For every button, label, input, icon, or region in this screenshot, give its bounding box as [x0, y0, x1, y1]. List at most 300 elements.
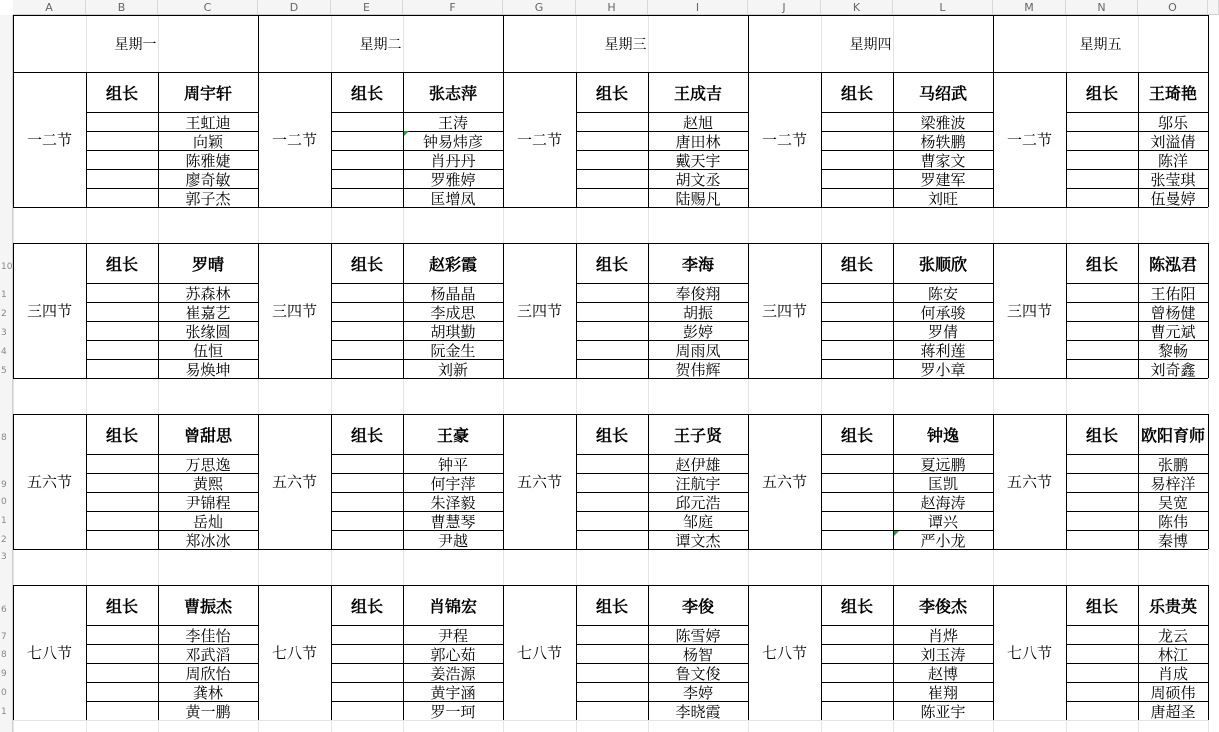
member-name[interactable]: 刘奇鑫	[1150, 360, 1196, 378]
empty-cell[interactable]	[332, 474, 402, 492]
empty-cell[interactable]	[1067, 322, 1137, 340]
empty-cell[interactable]	[577, 455, 647, 473]
leader-name: 赵彩霞	[428, 254, 477, 274]
empty-cell[interactable]	[87, 303, 157, 321]
empty-cell[interactable]	[1067, 512, 1137, 530]
empty-cell[interactable]	[87, 113, 157, 131]
empty-cell[interactable]	[1067, 189, 1137, 207]
empty-cell[interactable]	[87, 664, 157, 682]
empty-cell[interactable]	[332, 493, 402, 511]
row-number[interactable]: 1	[1, 290, 7, 300]
empty-cell[interactable]	[1067, 113, 1137, 131]
border-line	[1208, 72, 1209, 207]
member-name[interactable]: 伍曼婷	[1150, 189, 1196, 207]
member-name[interactable]: 李婷	[682, 683, 713, 701]
member-name[interactable]: 尹越	[437, 531, 468, 549]
empty-cell[interactable]	[822, 455, 892, 473]
member-name[interactable]: 张鹏	[1157, 455, 1188, 473]
empty-cell[interactable]	[822, 512, 892, 530]
column-header-overflow	[1208, 0, 1219, 15]
empty-cell[interactable]	[822, 474, 892, 492]
period-label: 五六节	[1006, 473, 1052, 491]
empty-cell[interactable]	[332, 531, 402, 549]
member-name[interactable]: 万思逸	[185, 455, 231, 473]
row-number[interactable]: 8	[1, 433, 7, 443]
empty-cell[interactable]	[87, 360, 157, 378]
member-name[interactable]: 廖奇敏	[185, 170, 231, 188]
empty-cell[interactable]	[577, 645, 647, 663]
period-label: 三四节	[1006, 302, 1052, 320]
empty-cell[interactable]	[822, 645, 892, 663]
member-name[interactable]: 曹慧琴	[430, 512, 476, 530]
column-header-n[interactable]: N	[1066, 0, 1138, 15]
row-number[interactable]: 4	[1, 347, 7, 357]
empty-cell[interactable]	[332, 512, 402, 530]
empty-cell[interactable]	[1067, 683, 1137, 701]
member-name[interactable]: 刘新	[437, 360, 468, 378]
member-name[interactable]: 张莹琪	[1150, 170, 1196, 188]
empty-cell[interactable]	[577, 664, 647, 682]
row-number[interactable]: 7	[1, 632, 7, 642]
column-header-b[interactable]: B	[86, 0, 158, 15]
leader-name: 曾甜思	[183, 425, 232, 445]
member-name[interactable]: 姜浩源	[430, 664, 476, 682]
member-name[interactable]: 李佳怡	[185, 626, 231, 644]
period-label: 七八节	[516, 644, 562, 662]
member-name[interactable]: 赵海涛	[920, 493, 966, 511]
period-label: 五六节	[26, 473, 72, 491]
member-name[interactable]: 刘旺	[927, 189, 958, 207]
empty-cell[interactable]	[577, 702, 647, 720]
empty-cell[interactable]	[822, 341, 892, 359]
member-name[interactable]: 崔嘉艺	[185, 303, 231, 321]
member-name[interactable]: 罗小章	[920, 360, 966, 378]
leader-name: 钟逸	[926, 425, 959, 445]
empty-cell[interactable]	[1067, 626, 1137, 644]
column-header-h[interactable]: H	[576, 0, 648, 15]
comment-marker-icon[interactable]	[894, 531, 899, 536]
border-line	[1208, 243, 1209, 378]
leader-name: 周宇轩	[183, 83, 232, 103]
member-name[interactable]: 奉俊翔	[675, 284, 721, 302]
leader-name: 王琦艳	[1148, 83, 1197, 103]
empty-cell[interactable]	[87, 626, 157, 644]
empty-cell[interactable]	[577, 626, 647, 644]
empty-cell[interactable]	[1067, 132, 1137, 150]
empty-cell[interactable]	[332, 702, 402, 720]
empty-cell[interactable]	[87, 531, 157, 549]
empty-cell[interactable]	[577, 189, 647, 207]
leader-name: 曹振杰	[183, 596, 232, 616]
column-header-o[interactable]: O	[1138, 0, 1208, 15]
leader-name: 王豪	[436, 425, 469, 445]
leader-name: 王子贤	[673, 425, 722, 445]
member-name[interactable]: 邓武滔	[185, 645, 231, 663]
empty-cell[interactable]	[577, 360, 647, 378]
member-name[interactable]: 曹元斌	[1150, 322, 1196, 340]
row-number[interactable]: 5	[1, 366, 7, 376]
member-name[interactable]: 何承骏	[920, 303, 966, 321]
member-name[interactable]: 郭心茹	[430, 645, 476, 663]
empty-cell[interactable]	[87, 683, 157, 701]
day-header: 星期一	[114, 36, 157, 53]
border-line	[503, 15, 504, 72]
member-name[interactable]: 胡琪勤	[430, 322, 476, 340]
empty-cell[interactable]	[577, 151, 647, 169]
empty-cell[interactable]	[1067, 284, 1137, 302]
member-name[interactable]: 曹家文	[920, 151, 966, 169]
period-label: 七八节	[271, 644, 317, 662]
member-name[interactable]: 林江	[1157, 645, 1188, 663]
row-number[interactable]: 10	[1, 262, 13, 272]
empty-cell[interactable]	[1067, 455, 1137, 473]
member-name[interactable]: 杨晶晶	[430, 284, 476, 302]
period-label: 一二节	[1006, 131, 1052, 149]
empty-cell[interactable]	[577, 132, 647, 150]
member-name[interactable]: 陈雅婕	[185, 151, 231, 169]
member-name[interactable]: 王涛	[437, 113, 468, 131]
empty-cell[interactable]	[822, 303, 892, 321]
leader-role-label: 组长	[1085, 596, 1118, 616]
empty-cell[interactable]	[577, 303, 647, 321]
leader-name: 张志萍	[428, 83, 477, 103]
empty-cell[interactable]	[332, 284, 402, 302]
member-name[interactable]: 龙云	[1157, 626, 1188, 644]
member-name[interactable]: 严小龙	[920, 531, 966, 549]
leader-role-label: 组长	[350, 425, 383, 445]
leader-name: 张顺欣	[918, 254, 967, 274]
member-name[interactable]: 向颖	[192, 132, 223, 150]
empty-cell[interactable]	[87, 151, 157, 169]
member-name[interactable]: 谭兴	[927, 512, 958, 530]
empty-cell[interactable]	[87, 474, 157, 492]
empty-cell[interactable]	[1067, 151, 1137, 169]
member-name[interactable]: 陈安	[927, 284, 958, 302]
border-line	[993, 15, 994, 72]
leader-role-label: 组长	[105, 425, 138, 445]
empty-cell[interactable]	[1067, 702, 1137, 720]
member-name[interactable]: 黎畅	[1157, 341, 1188, 359]
member-name[interactable]: 胡振	[682, 303, 713, 321]
empty-cell[interactable]	[822, 493, 892, 511]
empty-cell[interactable]	[87, 322, 157, 340]
empty-cell[interactable]	[1067, 341, 1137, 359]
border-line	[13, 207, 1208, 208]
column-header-k[interactable]: K	[821, 0, 893, 15]
member-name[interactable]: 赵旭	[682, 113, 713, 131]
member-name[interactable]: 肖丹丹	[430, 151, 476, 169]
empty-cell[interactable]	[87, 455, 157, 473]
row-number[interactable]: 2	[1, 309, 7, 319]
leader-role-label: 组长	[595, 596, 628, 616]
border-line	[1208, 585, 1209, 720]
member-name[interactable]: 何宇萍	[430, 474, 476, 492]
empty-cell[interactable]	[332, 151, 402, 169]
member-name[interactable]: 黄一鹏	[185, 702, 231, 720]
comment-marker-icon[interactable]	[404, 131, 409, 136]
member-name[interactable]: 周硕伟	[1150, 683, 1196, 701]
member-name[interactable]: 贺伟辉	[675, 360, 721, 378]
column-header-j[interactable]: J	[748, 0, 821, 15]
empty-cell[interactable]	[332, 455, 402, 473]
empty-cell[interactable]	[822, 683, 892, 701]
empty-cell[interactable]	[822, 189, 892, 207]
empty-cell[interactable]	[332, 189, 402, 207]
empty-cell[interactable]	[332, 341, 402, 359]
empty-cell[interactable]	[332, 113, 402, 131]
member-name[interactable]: 李晓霞	[675, 702, 721, 720]
member-name[interactable]: 唐田林	[675, 132, 721, 150]
empty-cell[interactable]	[87, 341, 157, 359]
empty-cell[interactable]	[87, 512, 157, 530]
member-name[interactable]: 戴天宇	[675, 151, 721, 169]
member-name[interactable]: 黄熙	[192, 474, 223, 492]
row-number[interactable]: 9	[1, 480, 7, 490]
member-name[interactable]: 邬乐	[1157, 113, 1188, 131]
empty-cell[interactable]	[577, 512, 647, 530]
leader-name: 罗晴	[191, 254, 224, 274]
member-name[interactable]: 吴宽	[1157, 493, 1188, 511]
member-name[interactable]: 黄宇涵	[430, 683, 476, 701]
period-label: 一二节	[271, 131, 317, 149]
member-name[interactable]: 尹锦程	[185, 493, 231, 511]
empty-cell[interactable]	[822, 284, 892, 302]
member-name[interactable]: 苏森林	[185, 284, 231, 302]
row-number[interactable]: 0	[1, 688, 7, 698]
member-name[interactable]: 胡文丞	[675, 170, 721, 188]
leader-role-label: 组长	[105, 83, 138, 103]
member-name[interactable]: 邹庭	[682, 512, 713, 530]
period-label: 五六节	[271, 473, 317, 491]
border-line	[748, 15, 749, 72]
empty-cell[interactable]	[822, 531, 892, 549]
member-name[interactable]: 周欣怡	[185, 664, 231, 682]
leader-name: 李俊	[681, 596, 714, 616]
period-label: 七八节	[761, 644, 807, 662]
empty-cell[interactable]	[577, 170, 647, 188]
empty-cell[interactable]	[577, 113, 647, 131]
member-name[interactable]: 肖成	[1157, 664, 1188, 682]
member-name[interactable]: 梁雅波	[920, 113, 966, 131]
empty-cell[interactable]	[822, 132, 892, 150]
member-name[interactable]: 郭子杰	[185, 189, 231, 207]
border-line	[258, 15, 259, 72]
empty-cell[interactable]	[332, 360, 402, 378]
member-name[interactable]: 秦博	[1157, 531, 1188, 549]
empty-cell[interactable]	[822, 702, 892, 720]
member-name[interactable]: 伍恒	[192, 341, 223, 359]
row-number[interactable]: 3	[1, 328, 7, 338]
row-number-gutter	[0, 15, 13, 732]
day-header: 星期三	[604, 36, 647, 53]
member-name[interactable]: 陈雪婷	[675, 626, 721, 644]
period-label: 三四节	[271, 302, 317, 320]
member-name[interactable]: 钟平	[437, 455, 468, 473]
period-label: 三四节	[761, 302, 807, 320]
member-name[interactable]: 邱元浩	[675, 493, 721, 511]
empty-cell[interactable]	[577, 474, 647, 492]
empty-cell[interactable]	[87, 702, 157, 720]
leader-role-label: 组长	[840, 254, 873, 274]
empty-cell[interactable]	[87, 189, 157, 207]
column-header-f[interactable]: F	[403, 0, 503, 15]
border-line	[13, 15, 14, 72]
period-label: 七八节	[26, 644, 72, 662]
empty-cell[interactable]	[1067, 664, 1137, 682]
row-number[interactable]: 1	[1, 707, 7, 717]
empty-cell[interactable]	[1067, 531, 1137, 549]
member-name[interactable]: 周雨凤	[675, 341, 721, 359]
member-name[interactable]: 王佑阳	[1150, 284, 1196, 302]
member-name[interactable]: 罗一珂	[430, 702, 476, 720]
empty-cell[interactable]	[1067, 303, 1137, 321]
member-name[interactable]: 郑冰冰	[185, 531, 231, 549]
leader-name: 欧阳育师	[1140, 425, 1205, 445]
period-label: 一二节	[26, 131, 72, 149]
member-name[interactable]: 赵伊雄	[675, 455, 721, 473]
column-header-g[interactable]: G	[503, 0, 576, 15]
leader-name: 李海	[681, 254, 714, 274]
member-name[interactable]: 鲁文俊	[675, 664, 721, 682]
empty-cell[interactable]	[577, 493, 647, 511]
border-line	[13, 378, 1208, 379]
member-name[interactable]: 钟易炜彦	[422, 132, 483, 150]
empty-cell[interactable]	[577, 341, 647, 359]
empty-cell[interactable]	[577, 322, 647, 340]
empty-cell[interactable]	[332, 322, 402, 340]
member-name[interactable]: 赵博	[927, 664, 958, 682]
row-number[interactable]: 0	[1, 497, 7, 507]
empty-cell[interactable]	[822, 322, 892, 340]
empty-cell[interactable]	[1067, 474, 1137, 492]
leader-name: 陈泓君	[1148, 254, 1197, 274]
member-name[interactable]: 朱泽毅	[430, 493, 476, 511]
empty-cell[interactable]	[577, 284, 647, 302]
member-name[interactable]: 杨智	[682, 645, 713, 663]
leader-name: 马绍武	[918, 83, 967, 103]
empty-cell[interactable]	[87, 284, 157, 302]
member-name[interactable]: 李成思	[430, 303, 476, 321]
leader-role-label: 组长	[105, 596, 138, 616]
empty-cell[interactable]	[332, 170, 402, 188]
member-name[interactable]: 罗雅婷	[430, 170, 476, 188]
border-line	[1208, 15, 1209, 72]
empty-cell[interactable]	[822, 626, 892, 644]
empty-cell[interactable]	[1067, 170, 1137, 188]
column-header-i[interactable]: I	[648, 0, 748, 15]
member-name[interactable]: 岳灿	[192, 512, 223, 530]
row-number[interactable]: 2	[1, 535, 7, 545]
member-name[interactable]: 彭婷	[682, 322, 713, 340]
member-name[interactable]: 崔翔	[927, 683, 958, 701]
empty-cell[interactable]	[87, 645, 157, 663]
column-header-d[interactable]: D	[258, 0, 331, 15]
row-number[interactable]: 9	[1, 669, 7, 679]
member-name[interactable]: 肖烨	[927, 626, 958, 644]
leader-role-label: 组长	[350, 83, 383, 103]
leader-role-label: 组长	[350, 596, 383, 616]
member-name[interactable]: 汪航宇	[675, 474, 721, 492]
member-name[interactable]: 易焕坤	[185, 360, 231, 378]
member-name[interactable]: 匡凯	[927, 474, 958, 492]
column-header-c[interactable]: C	[158, 0, 258, 15]
member-name[interactable]: 罗倩	[927, 322, 958, 340]
empty-cell[interactable]	[1067, 645, 1137, 663]
empty-cell[interactable]	[1067, 360, 1137, 378]
member-name[interactable]: 罗建军	[920, 170, 966, 188]
leader-role-label: 组长	[840, 425, 873, 445]
day-header: 星期二	[359, 36, 402, 53]
empty-cell[interactable]	[332, 664, 402, 682]
empty-cell[interactable]	[332, 683, 402, 701]
empty-cell[interactable]	[332, 303, 402, 321]
member-name[interactable]: 易梓洋	[1150, 474, 1196, 492]
member-name[interactable]: 曾杨健	[1150, 303, 1196, 321]
border-line	[13, 549, 1208, 550]
member-name[interactable]: 唐超圣	[1150, 702, 1196, 720]
empty-cell[interactable]	[332, 132, 402, 150]
empty-cell[interactable]	[332, 626, 402, 644]
empty-cell[interactable]	[87, 132, 157, 150]
member-name[interactable]: 陈洋	[1157, 151, 1188, 169]
day-header: 星期四	[849, 36, 892, 53]
period-label: 三四节	[26, 302, 72, 320]
member-name[interactable]: 夏远鹏	[920, 455, 966, 473]
empty-cell[interactable]	[87, 493, 157, 511]
empty-cell[interactable]	[87, 170, 157, 188]
empty-cell[interactable]	[822, 664, 892, 682]
column-header-a[interactable]: A	[13, 0, 86, 15]
row-number[interactable]: 1	[1, 516, 7, 526]
member-name[interactable]: 刘溢倩	[1150, 132, 1196, 150]
empty-cell[interactable]	[1067, 493, 1137, 511]
column-header-l[interactable]: L	[893, 0, 993, 15]
member-name[interactable]: 龚林	[192, 683, 223, 701]
empty-cell[interactable]	[577, 531, 647, 549]
member-name[interactable]: 陈亚宇	[920, 702, 966, 720]
member-name[interactable]: 张缘圆	[185, 322, 231, 340]
empty-cell[interactable]	[577, 683, 647, 701]
column-header-e[interactable]: E	[331, 0, 403, 15]
period-label: 一二节	[761, 131, 807, 149]
empty-cell[interactable]	[822, 360, 892, 378]
member-name[interactable]: 蒋利莲	[920, 341, 966, 359]
row-number[interactable]: 8	[1, 650, 7, 660]
empty-cell[interactable]	[332, 645, 402, 663]
member-name[interactable]: 阮金生	[430, 341, 476, 359]
member-name[interactable]: 陈伟	[1157, 512, 1188, 530]
member-name[interactable]: 匡增凤	[430, 189, 476, 207]
leader-role-label: 组长	[595, 83, 628, 103]
period-label: 一二节	[516, 131, 562, 149]
empty-cell[interactable]	[822, 151, 892, 169]
leader-role-label: 组长	[595, 254, 628, 274]
leader-role-label: 组长	[595, 425, 628, 445]
leader-role-label: 组长	[1085, 83, 1118, 103]
empty-cell[interactable]	[822, 170, 892, 188]
member-name[interactable]: 陆赐凡	[675, 189, 721, 207]
row-number[interactable]: 3	[1, 552, 7, 562]
row-number[interactable]: 6	[1, 605, 7, 615]
member-name[interactable]: 杨轶鹏	[920, 132, 966, 150]
member-name[interactable]: 谭文杰	[675, 531, 721, 549]
column-header-m[interactable]: M	[993, 0, 1066, 15]
member-name[interactable]: 尹程	[437, 626, 468, 644]
empty-cell[interactable]	[822, 113, 892, 131]
member-name[interactable]: 王虹迪	[185, 113, 231, 131]
period-label: 五六节	[516, 473, 562, 491]
member-name[interactable]: 刘玉涛	[920, 645, 966, 663]
